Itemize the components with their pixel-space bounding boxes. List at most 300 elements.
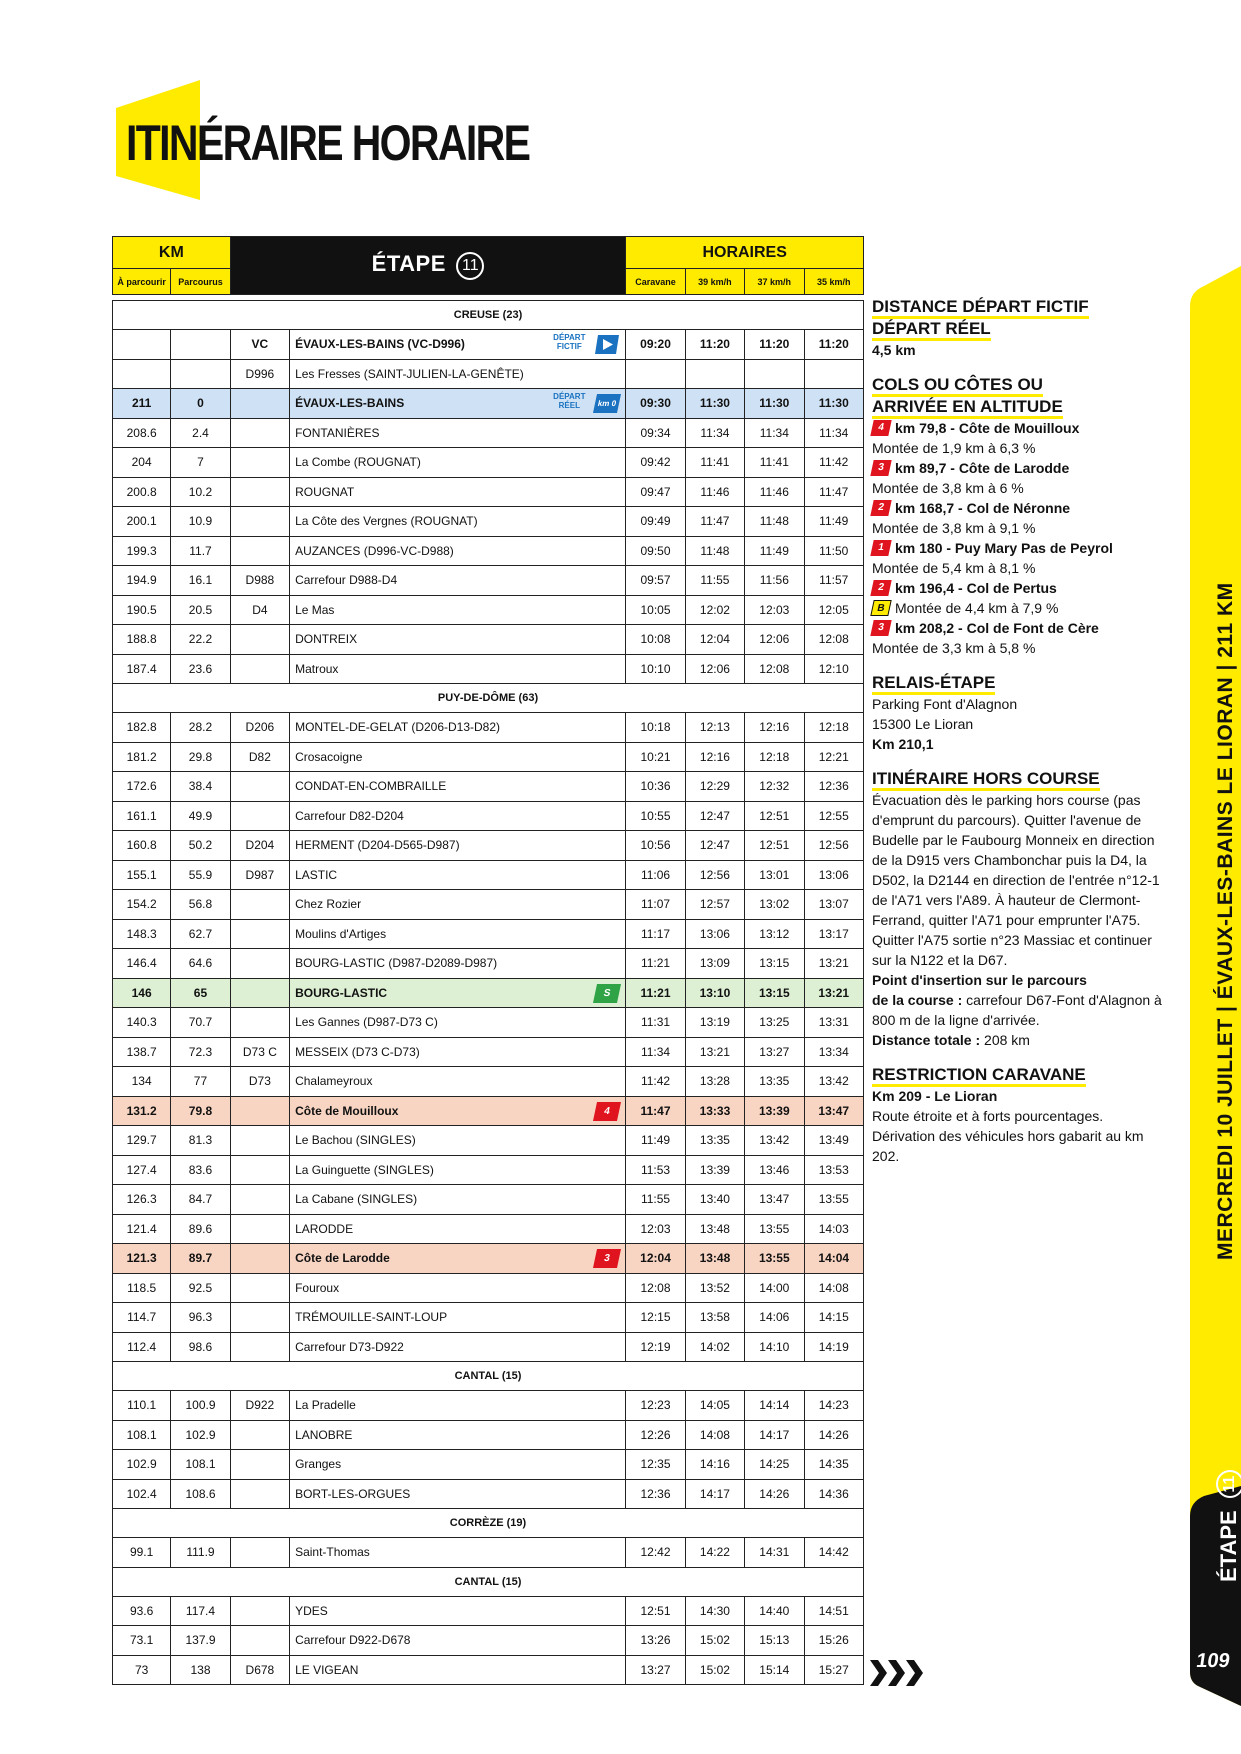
time-39: 14:17: [685, 1479, 744, 1509]
place-name: HERMENT (D204-D565-D987): [295, 838, 460, 853]
time-35: 14:35: [804, 1450, 864, 1480]
place-cell: [290, 1626, 626, 1656]
caravane-time: 11:07: [626, 890, 685, 920]
flag-start-icon: [595, 335, 619, 354]
time-35: 11:47: [804, 477, 864, 507]
time-39: 13:52: [685, 1273, 744, 1303]
time-39: 14:08: [685, 1420, 744, 1450]
distance-title-1: DISTANCE DÉPART FICTIF: [872, 297, 1089, 319]
time-35: 13:34: [804, 1037, 864, 1067]
climb-name: km 180 - Puy Mary Pas de Peyrol: [895, 540, 1113, 556]
time-37: 14:31: [745, 1538, 804, 1568]
time-35: 13:21: [804, 949, 864, 979]
caravane-time: 10:21: [626, 742, 685, 772]
time-35: 14:42: [804, 1538, 864, 1568]
time-39: 15:02: [685, 1655, 744, 1685]
place-name: Chalameyroux: [295, 1074, 373, 1089]
km-remaining-cell: 73.1: [113, 1626, 171, 1656]
relais-title: RELAIS-ÉTAPE: [872, 673, 995, 695]
time-39: 13:33: [685, 1096, 744, 1126]
caravane-time: 12:04: [626, 1244, 685, 1274]
relais-km: Km 210,1: [872, 736, 934, 752]
caravane-time: 12:08: [626, 1273, 685, 1303]
road-cell: [230, 507, 289, 537]
km-remaining-cell: 114.7: [113, 1303, 171, 1333]
table-row: [113, 1273, 864, 1303]
table-row: [113, 742, 864, 772]
time-35: 14:03: [804, 1214, 864, 1244]
time-37: 11:34: [745, 418, 804, 448]
km-remaining-cell: [113, 330, 171, 360]
place-name: LE VIGEAN: [295, 1662, 359, 1677]
km-done-cell: 108.1: [171, 1450, 230, 1480]
table-row: [113, 625, 864, 655]
time-37: 14:14: [745, 1391, 804, 1421]
caravane-time: 10:10: [626, 654, 685, 684]
km-done-cell: 50.2: [171, 831, 230, 861]
restriction-km: Km 209 - Le Lioran: [872, 1088, 998, 1104]
bonus-badge: B: [870, 600, 891, 616]
place-name: La Combe (ROUGNAT): [295, 455, 421, 470]
place-name: La Cabane (SINGLES): [295, 1192, 418, 1207]
time-37: 13:55: [745, 1244, 804, 1274]
page-title: ITINÉRAIRE HORAIRE: [126, 115, 530, 171]
km-remaining-cell: 161.1: [113, 801, 171, 831]
time-35: 13:53: [804, 1155, 864, 1185]
place-cell: [290, 919, 626, 949]
place-cell: [290, 1037, 626, 1067]
road-cell: [230, 1244, 289, 1274]
caravane-time: 12:19: [626, 1332, 685, 1362]
climb-name: km 89,7 - Côte de Larodde: [895, 460, 1070, 476]
place-name: Les Fresses (SAINT-JULIEN-LA-GENÊTE): [295, 366, 524, 381]
info-sidebar: [872, 296, 1162, 1180]
climb-category-badge: 3: [593, 1249, 621, 1268]
department-row: [113, 684, 864, 713]
place-name: Crosacoigne: [295, 749, 363, 764]
climb-category-badge: 3: [870, 620, 891, 636]
speed-37-header: 37 km/h: [745, 269, 804, 295]
time-35: 11:50: [804, 536, 864, 566]
time-35: 14:23: [804, 1391, 864, 1421]
place-name: FONTANIÈRES: [295, 425, 380, 440]
table-row: [113, 389, 864, 419]
table-row: [113, 1538, 864, 1568]
caravane-time: 09:50: [626, 536, 685, 566]
time-39: 13:48: [685, 1214, 744, 1244]
caravane-time: 11:55: [626, 1185, 685, 1215]
km-remaining-cell: 182.8: [113, 713, 171, 743]
time-37: 12:08: [745, 654, 804, 684]
caravane-time: 09:42: [626, 448, 685, 478]
caravane-time: 12:36: [626, 1479, 685, 1509]
road-cell: [230, 448, 289, 478]
caravane-time: 10:56: [626, 831, 685, 861]
km-remaining-cell: 148.3: [113, 919, 171, 949]
km-remaining-cell: 129.7: [113, 1126, 171, 1156]
km-remaining-cell: 121.3: [113, 1244, 171, 1274]
road-cell: [230, 1479, 289, 1509]
time-37: 13:55: [745, 1214, 804, 1244]
km-done-cell: 56.8: [171, 890, 230, 920]
hors-course-title: ITINÉRAIRE HORS COURSE: [872, 769, 1100, 791]
place-name: Le Bachou (SINGLES): [295, 1133, 416, 1148]
time-39: 12:47: [685, 831, 744, 861]
climb-item: [872, 538, 1162, 558]
place-cell: [290, 477, 626, 507]
km-done-cell: 62.7: [171, 919, 230, 949]
road-cell: D204: [230, 831, 289, 861]
climb-category-badge: 2: [870, 580, 891, 596]
time-37: 11:41: [745, 448, 804, 478]
road-cell: [230, 1155, 289, 1185]
km-done-cell: 2.4: [171, 418, 230, 448]
time-35: 11:42: [804, 448, 864, 478]
place-cell: [290, 448, 626, 478]
caravane-time: 11:47: [626, 1096, 685, 1126]
table-row: [113, 1008, 864, 1038]
place-cell: [290, 1096, 626, 1126]
place-name: BOURG-LASTIC (D987-D2089-D987): [295, 956, 498, 971]
caravane-time: 10:05: [626, 595, 685, 625]
place-name: Carrefour D82-D204: [295, 808, 404, 823]
time-35: 11:30: [804, 389, 864, 419]
place-cell: [290, 1420, 626, 1450]
place-name: BORT-LES-ORGUES: [295, 1486, 411, 1501]
place-cell: [290, 359, 626, 389]
table-row: [113, 1391, 864, 1421]
time-37: 14:17: [745, 1420, 804, 1450]
caravane-time: 09:47: [626, 477, 685, 507]
km-remaining-cell: 126.3: [113, 1185, 171, 1215]
time-37: 13:47: [745, 1185, 804, 1215]
time-39: 11:47: [685, 507, 744, 537]
caravane-time: 09:34: [626, 418, 685, 448]
place-name: Matroux: [295, 661, 339, 676]
climbs-title-2: ARRIVÉE EN ALTITUDE: [872, 397, 1063, 419]
climbs-title-1: COLS OU CÔTES OU: [872, 375, 1043, 397]
table-row: [113, 1067, 864, 1097]
time-35: 14:08: [804, 1273, 864, 1303]
time-35: 14:04: [804, 1244, 864, 1274]
caravane-time: 12:03: [626, 1214, 685, 1244]
km-remaining-cell: 102.9: [113, 1450, 171, 1480]
place-cell: [290, 507, 626, 537]
table-row: [113, 566, 864, 596]
caravane-time: [626, 359, 685, 389]
km-done-cell: 28.2: [171, 713, 230, 743]
time-39: 13:39: [685, 1155, 744, 1185]
climb-detail: Montée de 3,8 km à 9,1 %: [872, 520, 1036, 536]
place-cell: [290, 949, 626, 979]
km-done-cell: 102.9: [171, 1420, 230, 1450]
caravane-time: 09:49: [626, 507, 685, 537]
place-name: La Guinguette (SINGLES): [295, 1162, 434, 1177]
caravane-time: 11:21: [626, 949, 685, 979]
time-37: 13:15: [745, 978, 804, 1008]
km-done-cell: 38.4: [171, 772, 230, 802]
caravane-time: 12:23: [626, 1391, 685, 1421]
distance-section: [872, 296, 1162, 360]
climb-name: km 208,2 - Col de Font de Cère: [895, 620, 1099, 636]
time-37: 15:14: [745, 1655, 804, 1685]
climbs-section: [872, 374, 1162, 658]
km-done-cell: 64.6: [171, 949, 230, 979]
time-35: 13:47: [804, 1096, 864, 1126]
km-remaining-cell: [113, 359, 171, 389]
time-37: 11:49: [745, 536, 804, 566]
km-remaining-cell: 99.1: [113, 1538, 171, 1568]
time-37: 14:25: [745, 1450, 804, 1480]
time-39: 12:56: [685, 860, 744, 890]
place-name: Carrefour D922-D678: [295, 1633, 411, 1648]
time-37: 14:40: [745, 1596, 804, 1626]
table-row: [113, 507, 864, 537]
road-cell: D922: [230, 1391, 289, 1421]
place-cell: [290, 330, 626, 360]
table-row: [113, 831, 864, 861]
road-cell: [230, 1214, 289, 1244]
schedule-table: [112, 236, 864, 1685]
time-37: 14:00: [745, 1273, 804, 1303]
caravane-time: 11:21: [626, 978, 685, 1008]
table-row: [113, 1596, 864, 1626]
road-cell: [230, 418, 289, 448]
department-label: CORRÈZE (19): [113, 1509, 864, 1538]
km-remaining-cell: 194.9: [113, 566, 171, 596]
road-cell: VC: [230, 330, 289, 360]
km-remaining-cell: 102.4: [113, 1479, 171, 1509]
etape-label: ÉTAPE: [371, 250, 446, 276]
restriction-section: [872, 1064, 1162, 1166]
place-cell: [290, 713, 626, 743]
climb-detail: [872, 598, 1162, 618]
place-name: AUZANCES (D996-VC-D988): [295, 543, 454, 558]
table-row: [113, 1126, 864, 1156]
place-name: Carrefour D988-D4: [295, 573, 398, 588]
place-cell: [290, 625, 626, 655]
place-name: Fouroux: [295, 1280, 340, 1295]
km-remaining-cell: 93.6: [113, 1596, 171, 1626]
caravane-time: 10:18: [626, 713, 685, 743]
time-39: 12:29: [685, 772, 744, 802]
km-remaining-cell: 73: [113, 1655, 171, 1685]
climb-category-badge: 4: [870, 420, 891, 436]
km-remaining-cell: 200.8: [113, 477, 171, 507]
road-cell: [230, 890, 289, 920]
km-remaining-cell: 187.4: [113, 654, 171, 684]
caravane-time: 12:51: [626, 1596, 685, 1626]
time-39: 13:06: [685, 919, 744, 949]
place-name: Côte de Larodde: [295, 1251, 390, 1266]
table-row: [113, 919, 864, 949]
km-remaining-cell: 127.4: [113, 1155, 171, 1185]
relais-line: Parking Font d'Alagnon: [872, 696, 1018, 712]
chevron-right-icon: [870, 1660, 926, 1686]
caravane-time: 12:42: [626, 1538, 685, 1568]
caravane-time: 11:06: [626, 860, 685, 890]
place-cell: [290, 1655, 626, 1685]
time-39: 13:40: [685, 1185, 744, 1215]
table-row: [113, 1244, 864, 1274]
table-row: [113, 978, 864, 1008]
time-39: 11:20: [685, 330, 744, 360]
km-done-cell: 11.7: [171, 536, 230, 566]
place-name: Saint-Thomas: [295, 1545, 370, 1560]
km-done-cell: 138: [171, 1655, 230, 1685]
time-37: 13:46: [745, 1155, 804, 1185]
time-39: 11:41: [685, 448, 744, 478]
table-row: [113, 1626, 864, 1656]
place-cell: [290, 1214, 626, 1244]
time-39: 13:09: [685, 949, 744, 979]
hors-course-body: Évacuation dès le parking hors course (pas d'emprunt du parcours). Quitter l'avenue de Budelle par le Faubourg Monneix en direction de la D915 vers Chambonchar puis la D4, la D502, la D2144 en direction de l'entrée n°12-1 de l'A71 vers l'A89. À hauteur de Clermont-Ferrand, quitter l'A71 pour emprunter l'A75. Quitter l'A75 sortie n°23 Massiac et continuer sur la N122 et la D67.: [872, 792, 1160, 968]
km-remaining-cell: 204: [113, 448, 171, 478]
time-37: 13:27: [745, 1037, 804, 1067]
km-remaining-cell: 146.4: [113, 949, 171, 979]
time-37: 13:25: [745, 1008, 804, 1038]
road-cell: D987: [230, 860, 289, 890]
road-cell: [230, 1008, 289, 1038]
table-row: [113, 1214, 864, 1244]
time-37: 13:01: [745, 860, 804, 890]
time-35: 12:10: [804, 654, 864, 684]
place-cell: [290, 536, 626, 566]
time-35: 12:05: [804, 595, 864, 625]
time-39: 11:55: [685, 566, 744, 596]
km-done-cell: 0: [171, 389, 230, 419]
table-row: [113, 1479, 864, 1509]
time-35: 13:55: [804, 1185, 864, 1215]
road-cell: D996: [230, 359, 289, 389]
place-name: ÉVAUX-LES-BAINS: [295, 396, 405, 411]
climb-item: [872, 618, 1162, 638]
caravane-time: 11:49: [626, 1126, 685, 1156]
time-37: 13:02: [745, 890, 804, 920]
climb-detail: Montée de 5,4 km à 8,1 %: [872, 560, 1036, 576]
km-remaining-cell: 121.4: [113, 1214, 171, 1244]
climb-detail-text: Montée de 4,4 km à 7,9 %: [895, 600, 1059, 616]
place-name: Le Mas: [295, 602, 335, 617]
time-37: 12:18: [745, 742, 804, 772]
place-cell: [290, 890, 626, 920]
road-cell: [230, 1538, 289, 1568]
km-done-cell: 23.6: [171, 654, 230, 684]
time-35: 13:49: [804, 1126, 864, 1156]
place-cell: [290, 1273, 626, 1303]
department-label: CREUSE (23): [113, 301, 864, 330]
road-cell: [230, 536, 289, 566]
km-remaining-cell: 172.6: [113, 772, 171, 802]
time-39: 13:19: [685, 1008, 744, 1038]
time-39: 14:05: [685, 1391, 744, 1421]
table-row: [113, 1450, 864, 1480]
km0-badge: km 0: [593, 394, 621, 413]
time-37: 11:56: [745, 566, 804, 596]
climb-item: [872, 418, 1162, 438]
km-done-cell: 70.7: [171, 1008, 230, 1038]
time-39: 12:02: [685, 595, 744, 625]
table-row: [113, 1155, 864, 1185]
climb-detail: Montée de 1,9 km à 6,3 %: [872, 440, 1036, 456]
place-name: LASTIC: [295, 867, 338, 882]
hors-course-text: [872, 790, 1162, 1050]
place-name: La Pradelle: [295, 1398, 356, 1413]
caravane-time: 11:34: [626, 1037, 685, 1067]
time-35: 13:07: [804, 890, 864, 920]
table-row: [113, 772, 864, 802]
caravane-header: Caravane: [626, 269, 685, 295]
km-done-cell: 10.9: [171, 507, 230, 537]
km-done-cell: 20.5: [171, 595, 230, 625]
time-37: 11:48: [745, 507, 804, 537]
sprint-badge: S: [593, 984, 621, 1003]
time-35: 11:49: [804, 507, 864, 537]
place-cell: [290, 978, 626, 1008]
climb-category-badge: 1: [870, 540, 891, 556]
km-remaining-cell: 110.1: [113, 1391, 171, 1421]
caravane-time: 11:42: [626, 1067, 685, 1097]
place-name: Côte de Mouilloux: [295, 1103, 399, 1118]
km-done-cell: 89.7: [171, 1244, 230, 1274]
table-row: [113, 1096, 864, 1126]
time-35: 13:31: [804, 1008, 864, 1038]
time-35: 12:36: [804, 772, 864, 802]
time-39: 13:48: [685, 1244, 744, 1274]
time-39: 13:21: [685, 1037, 744, 1067]
km-done-cell: 98.6: [171, 1332, 230, 1362]
km-remaining-cell: 190.5: [113, 595, 171, 625]
restriction-title: RESTRICTION CARAVANE: [872, 1065, 1086, 1087]
road-cell: [230, 389, 289, 419]
km-remaining-cell: 146: [113, 978, 171, 1008]
road-cell: [230, 801, 289, 831]
road-cell: D4: [230, 595, 289, 625]
km-done-cell: 89.6: [171, 1214, 230, 1244]
km-done-cell: 79.8: [171, 1096, 230, 1126]
km-remaining-cell: 181.2: [113, 742, 171, 772]
distance-value: 4,5 km: [872, 342, 916, 358]
place-cell: [290, 1391, 626, 1421]
table-row: [113, 1655, 864, 1685]
time-35: 13:06: [804, 860, 864, 890]
distance-totale-value: 208 km: [980, 1032, 1030, 1048]
time-35: 11:34: [804, 418, 864, 448]
km-done-cell: 81.3: [171, 1126, 230, 1156]
relais-section: [872, 672, 1162, 754]
place-name: Carrefour D73-D922: [295, 1339, 404, 1354]
place-cell: [290, 1596, 626, 1626]
km-done-cell: 29.8: [171, 742, 230, 772]
road-cell: [230, 978, 289, 1008]
time-39: 11:48: [685, 536, 744, 566]
caravane-time: 13:26: [626, 1626, 685, 1656]
time-35: 11:20: [804, 330, 864, 360]
time-39: 13:58: [685, 1303, 744, 1333]
etape-number: 11: [456, 252, 484, 280]
time-35: 12:55: [804, 801, 864, 831]
road-cell: [230, 1096, 289, 1126]
time-35: 15:27: [804, 1655, 864, 1685]
table-row: [113, 1332, 864, 1362]
time-37: 13:12: [745, 919, 804, 949]
time-37: 11:46: [745, 477, 804, 507]
road-cell: D73: [230, 1067, 289, 1097]
place-cell: [290, 1450, 626, 1480]
place-cell: [290, 1332, 626, 1362]
km-done-cell: 92.5: [171, 1273, 230, 1303]
km-done-cell: 7: [171, 448, 230, 478]
